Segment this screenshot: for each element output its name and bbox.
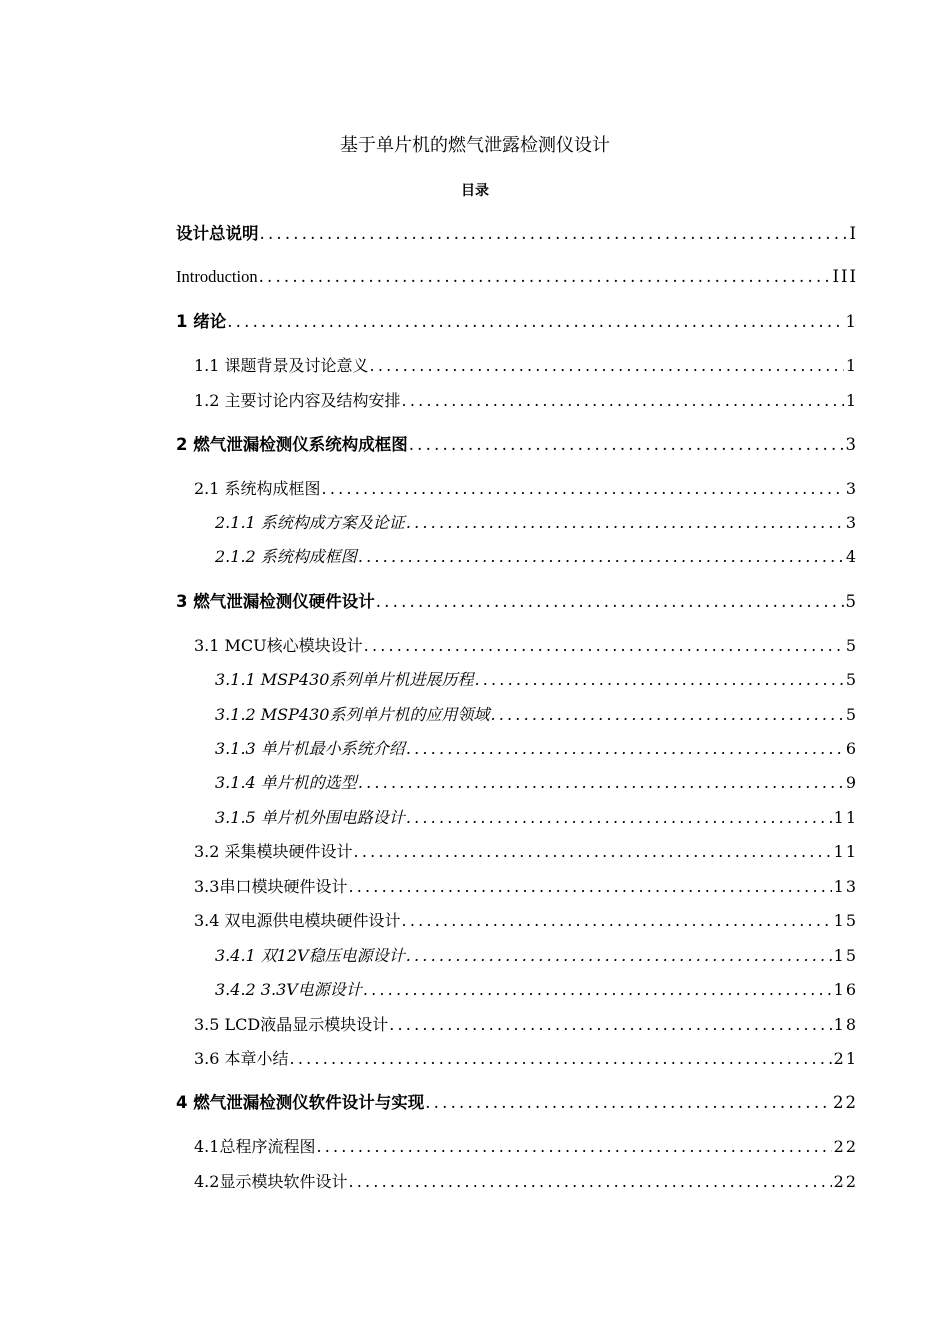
toc-entry-page: 3	[845, 435, 858, 454]
toc-entry[interactable]	[215, 544, 858, 570]
toc-dot-leader	[406, 943, 832, 969]
toc-entry-page: 21	[833, 1049, 858, 1068]
toc-entry-label: 4.2显示模块软件设计	[194, 1172, 348, 1191]
toc-entry[interactable]	[215, 977, 858, 1003]
toc-dot-leader	[316, 1134, 831, 1160]
toc-dot-leader	[389, 1012, 831, 1038]
toc-dot-leader	[354, 839, 832, 865]
toc-dot-leader	[358, 544, 844, 570]
toc-entry-label: 2.1 系统构成框图	[194, 479, 321, 498]
toc-entry-page: 1	[845, 356, 858, 375]
toc-entry-page: 22	[833, 1137, 858, 1156]
toc-entry-page: 22	[833, 1172, 858, 1191]
toc-dot-leader	[406, 510, 844, 536]
toc-entry[interactable]	[215, 805, 858, 831]
toc-entry-page: 15	[833, 946, 858, 965]
toc-dot-leader	[474, 667, 843, 693]
toc-entry-label: 3.6 本章小结	[194, 1049, 289, 1068]
toc-entry-page: I	[849, 224, 858, 243]
toc-entry-label: 3.4 双电源供电模块硬件设计	[194, 911, 401, 930]
toc-entry-label: 4.1总程序流程图	[194, 1137, 316, 1156]
toc-heading-text: 目录	[461, 183, 489, 199]
toc-entry-label: 3.3串口模块硬件设计	[194, 877, 348, 896]
toc-dot-leader	[364, 633, 844, 659]
toc-entry-label: 1 绪论	[176, 312, 227, 331]
toc-entry[interactable]	[215, 770, 858, 796]
toc-entry-label: 3.1.5 单片机外围电路设计	[215, 808, 405, 827]
toc-dot-leader	[406, 805, 832, 831]
toc-entry-label: 3.4.2 3.3V电源设计	[215, 980, 362, 999]
toc-entry-page: 15	[833, 911, 858, 930]
toc-entry-page: 18	[833, 1015, 858, 1034]
toc-dot-leader	[348, 874, 831, 900]
toc-entry-label: 3 燃气泄漏检测仪硬件设计	[176, 592, 375, 611]
toc-entry[interactable]	[215, 702, 858, 728]
toc-dot-leader	[402, 388, 844, 414]
toc-entry[interactable]	[194, 1134, 858, 1160]
toc-entry-page: 5	[845, 592, 858, 611]
toc-entry-label: 3.1.3 单片机最小系统介绍	[215, 739, 405, 758]
toc-dot-leader	[358, 770, 844, 796]
toc-entry[interactable]	[215, 510, 858, 536]
toc-entry[interactable]	[194, 633, 858, 659]
toc-entry-label: 3.1.4 单片机的选型	[215, 773, 357, 792]
toc-dot-leader	[348, 1169, 831, 1195]
toc-entry-page: 5	[845, 705, 858, 724]
toc-entry[interactable]	[194, 839, 858, 865]
toc-dot-leader	[490, 702, 843, 728]
toc-dot-leader	[290, 1046, 832, 1072]
toc-entry-label: 3.2 采集模块硬件设计	[194, 842, 353, 861]
toc-entry[interactable]	[194, 353, 858, 379]
toc-dot-leader	[259, 264, 831, 290]
toc-entry-label: 3.1.2 MSP430系列单片机的应用领域	[215, 705, 490, 724]
toc-entry[interactable]	[176, 309, 858, 335]
toc-entry-label: 3.5 LCD液晶显示模块设计	[194, 1015, 389, 1034]
toc-dot-leader	[409, 432, 844, 458]
toc-entry-page: 22	[833, 1093, 858, 1112]
toc-entry-page: 5	[845, 636, 858, 655]
toc-entry-label: 2 燃气泄漏检测仪系统构成框图	[176, 435, 408, 454]
toc-entry-page: 9	[845, 773, 858, 792]
toc-entry-label: 3.1.1 MSP430系列单片机进展历程	[215, 670, 474, 689]
toc-entry-page: 6	[845, 739, 858, 758]
toc-entry[interactable]	[194, 874, 858, 900]
toc-entry-page: 1	[845, 312, 858, 331]
toc-entry-label: 4 燃气泄漏检测仪软件设计与实现	[176, 1093, 425, 1112]
toc-entry-label: 2.1.2 系统构成框图	[215, 547, 357, 566]
toc-entry-page: 16	[833, 980, 858, 999]
toc-entry[interactable]	[176, 589, 858, 615]
toc-entry-label: 1.1 课题背景及讨论意义	[194, 356, 369, 375]
toc-entry[interactable]	[176, 1090, 858, 1116]
toc-entry[interactable]	[176, 432, 858, 458]
toc-entry[interactable]	[194, 388, 858, 414]
toc-dot-leader	[370, 353, 844, 379]
toc-entry-page: 5	[845, 670, 858, 689]
toc-entry-label: 1.2 主要讨论内容及结构安排	[194, 391, 401, 410]
document-title: 基于单片机的燃气泄露检测仪设计	[340, 135, 610, 156]
toc-entry-label: 3.1 MCU核心模块设计	[194, 636, 363, 655]
toc-heading	[0, 182, 950, 200]
toc-dot-leader	[406, 736, 844, 762]
toc-entry-page: 4	[845, 547, 858, 566]
toc-entry-label: 3.4.1 双12V稳压电源设计	[215, 946, 405, 965]
toc-entry-page: 3	[845, 479, 858, 498]
toc-dot-leader	[227, 309, 843, 335]
toc-entry[interactable]	[176, 264, 858, 290]
toc-entry-label: Introduction	[176, 267, 258, 286]
toc-entry[interactable]	[215, 667, 858, 693]
toc-entry[interactable]	[215, 736, 858, 762]
toc-entry[interactable]	[215, 943, 858, 969]
toc-entry-page: 11	[833, 808, 858, 827]
toc-entry-page: 13	[833, 877, 858, 896]
toc-dot-leader	[402, 908, 832, 934]
toc-entry-page: 11	[833, 842, 858, 861]
toc-entry-page: 1	[845, 391, 858, 410]
toc-entry[interactable]	[194, 1012, 858, 1038]
toc-entry-page: III	[832, 267, 858, 286]
toc-dot-leader	[322, 476, 844, 502]
toc-entry[interactable]	[194, 476, 858, 502]
toc-entry[interactable]	[194, 1169, 858, 1195]
toc-entry[interactable]	[194, 1046, 858, 1072]
toc-entry[interactable]	[194, 908, 858, 934]
toc-dot-leader	[363, 977, 832, 1003]
toc-dot-leader	[376, 589, 844, 615]
toc-dot-leader	[260, 221, 848, 247]
toc-dot-leader	[425, 1090, 831, 1116]
toc-entry-page: 3	[845, 513, 858, 532]
toc-entry-label: 2.1.1 系统构成方案及论证	[215, 513, 405, 532]
toc-entry-label: 设计总说明	[176, 224, 259, 243]
toc-entry[interactable]	[176, 221, 858, 247]
